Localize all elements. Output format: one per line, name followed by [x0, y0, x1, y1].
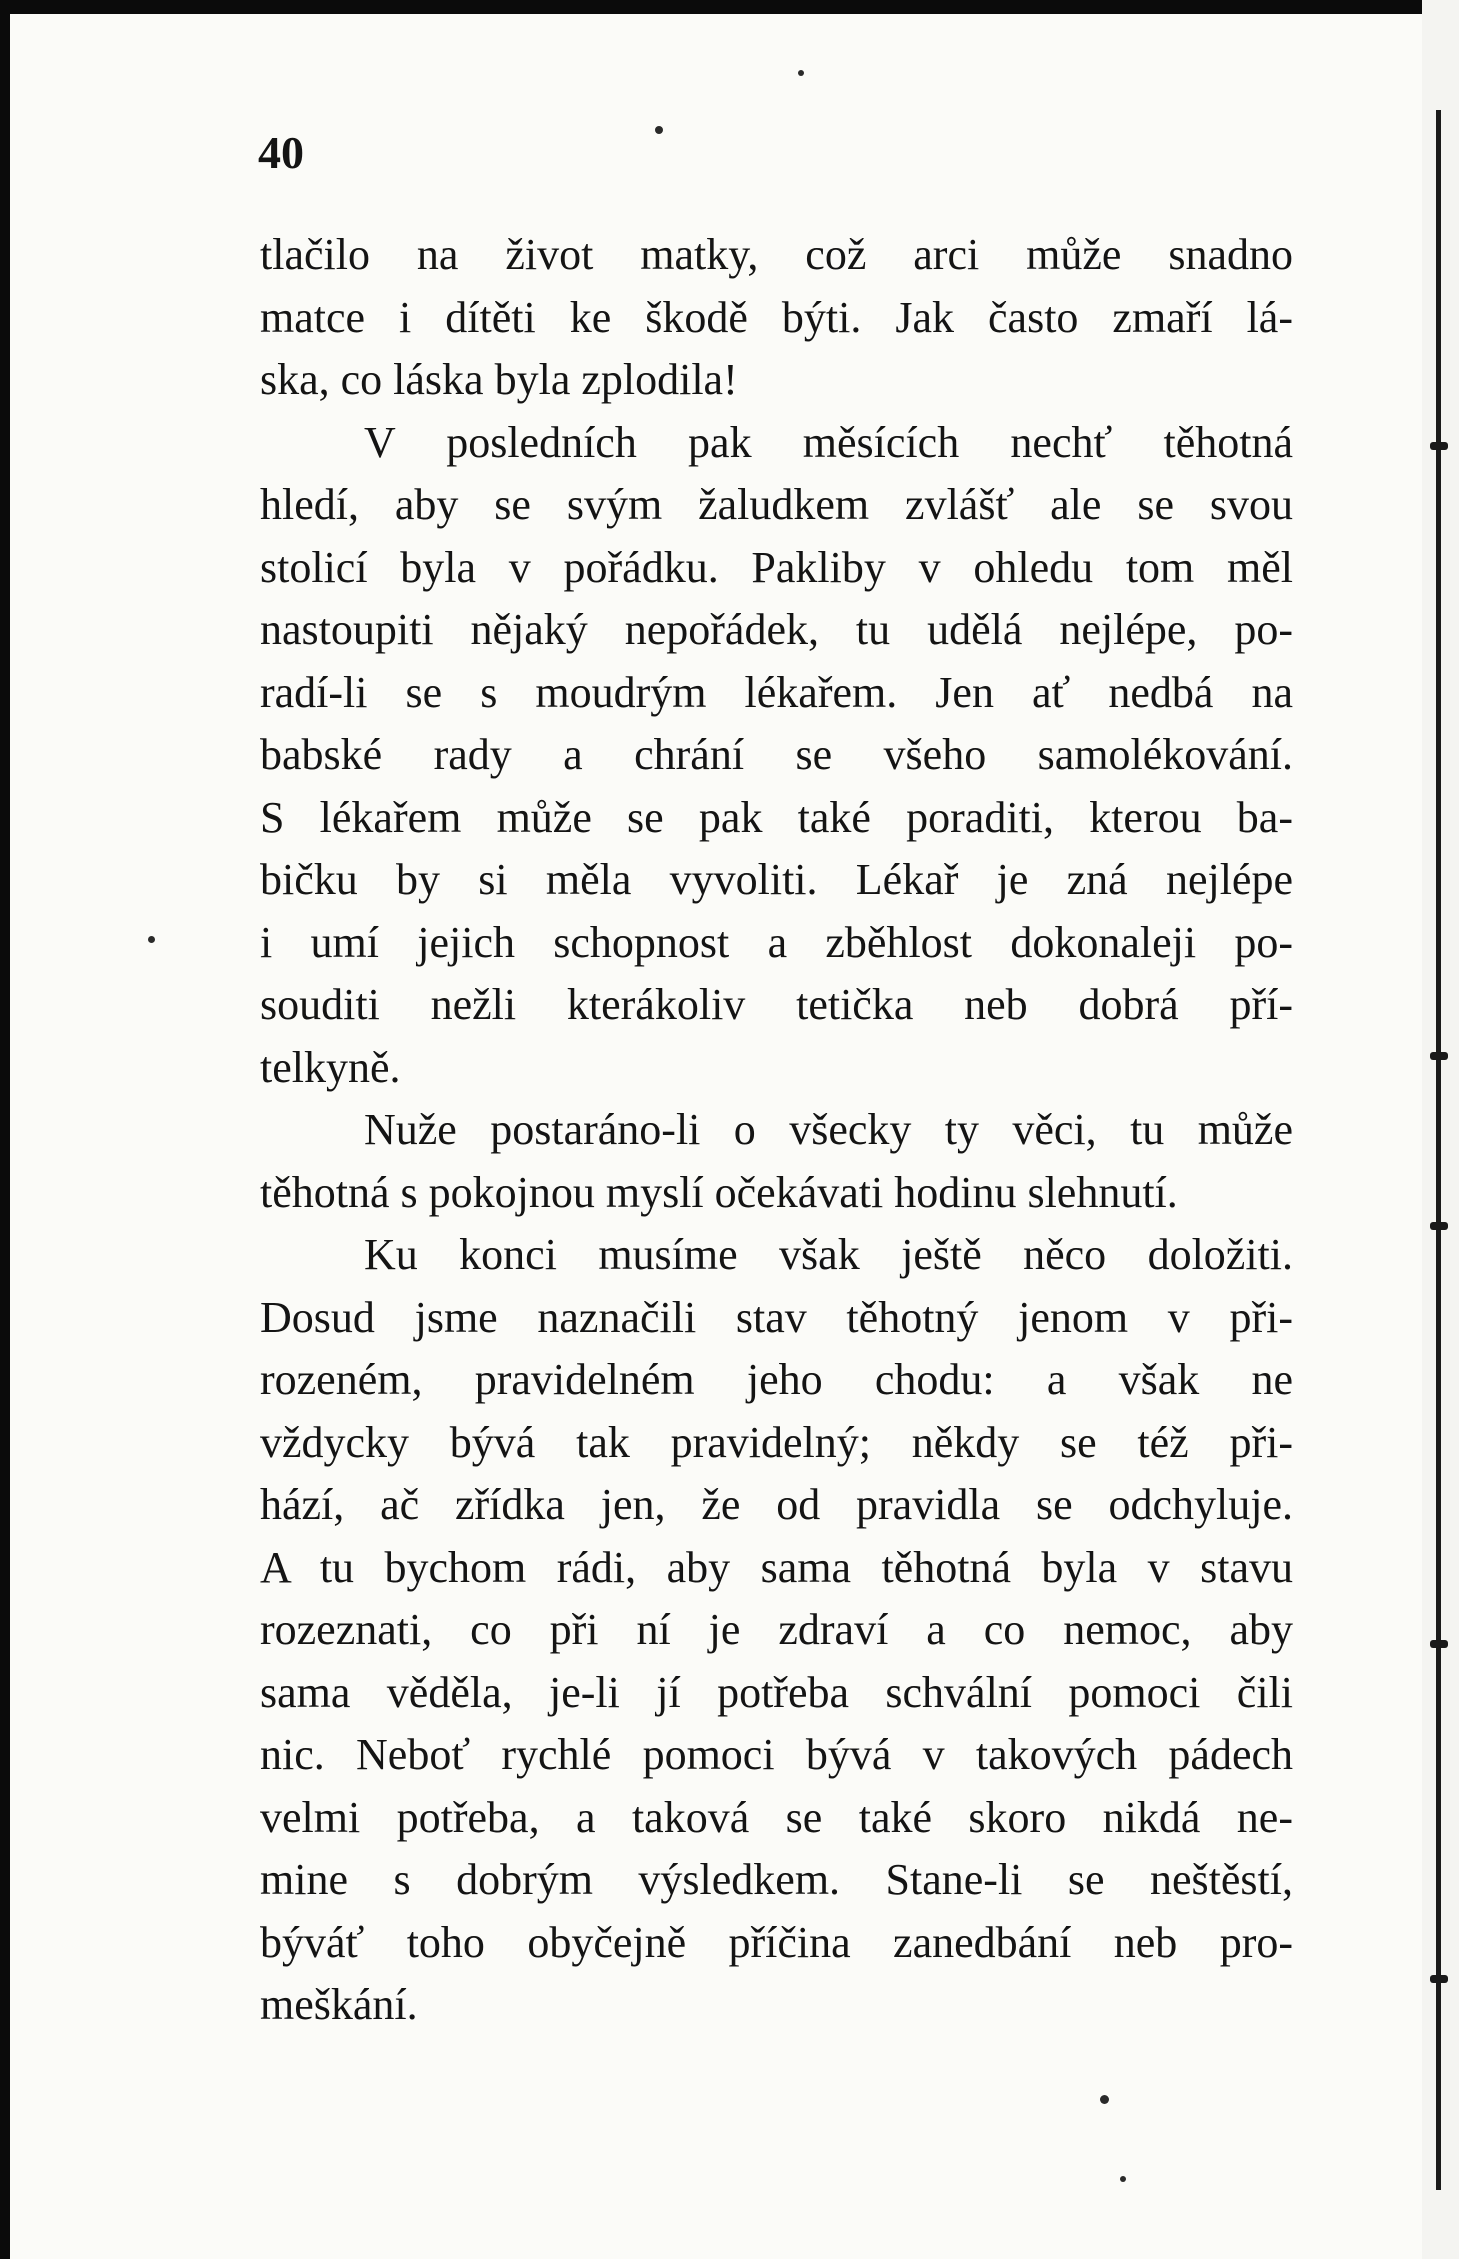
- text-line: nic. Neboť rychlé pomoci bývá v takových pádech: [260, 1730, 1293, 1779]
- edge-mark: [1430, 1975, 1448, 1983]
- text-line: babské rady a chrání se všeho samolékování.: [260, 730, 1293, 779]
- text-line: Dosud jsme naznačili stav těhotný jenom v při-: [260, 1292, 1293, 1342]
- text-line: stolicí byla v pořádku. Pakliby v ohledu tom měl: [260, 542, 1293, 592]
- text-line: S lékařem může se pak také poraditi, kterou ba-: [260, 792, 1293, 842]
- text-line: rozeném, pravidelném jeho chodu: a však ne: [260, 1355, 1293, 1404]
- text-line: telkyně.: [260, 1042, 401, 1092]
- text-line: velmi potřeba, a taková se také skoro nikdá ne-: [260, 1792, 1293, 1842]
- text-line: hledí, aby se svým žaludkem zvlášť ale se svou: [260, 480, 1293, 529]
- edge-mark: [1430, 1222, 1448, 1230]
- ink-speck: [1120, 2176, 1126, 2182]
- text-line: matce i dítěti ke škodě býti. Jak často zmaří lá-: [260, 292, 1293, 342]
- text-line: býváť toho obyčejně příčina zanedbání neb pro-: [260, 1917, 1293, 1967]
- edge-mark: [1430, 442, 1448, 450]
- text-line: Nuže postaráno-li o všecky ty věci, tu může: [364, 1105, 1293, 1154]
- text-line: tlačilo na život matky, což arci může snadno: [260, 230, 1293, 279]
- page-edge-line: [1436, 110, 1441, 2190]
- text-line: ska, co láska byla zplodila!: [260, 355, 738, 404]
- text-line: sama věděla, je-li jí potřeba schvální pomoci čili: [260, 1667, 1293, 1717]
- text-line: radí-li se s moudrým lékařem. Jen ať nedbá na: [260, 667, 1293, 717]
- book-page: [10, 14, 1422, 2259]
- text-line: bičku by si měla vyvoliti. Lékař je zná nejlépe: [260, 855, 1293, 904]
- ink-speck: [148, 936, 155, 943]
- text-line: A tu bychom rádi, aby sama těhotná byla v stavu: [260, 1542, 1293, 1592]
- text-line: mine s dobrým výsledkem. Stane-li se neštěstí,: [260, 1855, 1293, 1904]
- edge-mark: [1430, 1052, 1448, 1060]
- text-line: Ku konci musíme však ještě něco doložiti.: [364, 1230, 1293, 1279]
- text-line: těhotná s pokojnou myslí očekávati hodinu slehnutí.: [260, 1167, 1178, 1217]
- body-text: [260, 224, 1293, 2037]
- adjacent-page-edge: [1422, 0, 1459, 2259]
- text-line: rozeznati, co při ní je zdraví a co nemoc, aby: [260, 1605, 1293, 1654]
- page-number: 40: [258, 127, 304, 178]
- text-line: souditi nežli kterákoliv tetička neb dobrá pří-: [260, 980, 1293, 1029]
- text-line: V posledních pak měsících nechť těhotná: [364, 417, 1293, 467]
- text-line: hází, ač zřídka jen, že od pravidla se odchyluje.: [260, 1480, 1293, 1529]
- text-line: meškání.: [260, 1980, 418, 2029]
- ink-speck: [655, 126, 663, 134]
- text-line: vždycky bývá tak pravidelný; někdy se též při-: [260, 1417, 1293, 1467]
- text-line: i umí jejich schopnost a zběhlost dokonaleji po-: [260, 917, 1293, 967]
- edge-mark: [1430, 1640, 1448, 1648]
- ink-speck: [1100, 2095, 1109, 2104]
- text-line: nastoupiti nějaký nepořádek, tu udělá nejlépe, po-: [260, 605, 1293, 654]
- ink-speck: [798, 70, 804, 76]
